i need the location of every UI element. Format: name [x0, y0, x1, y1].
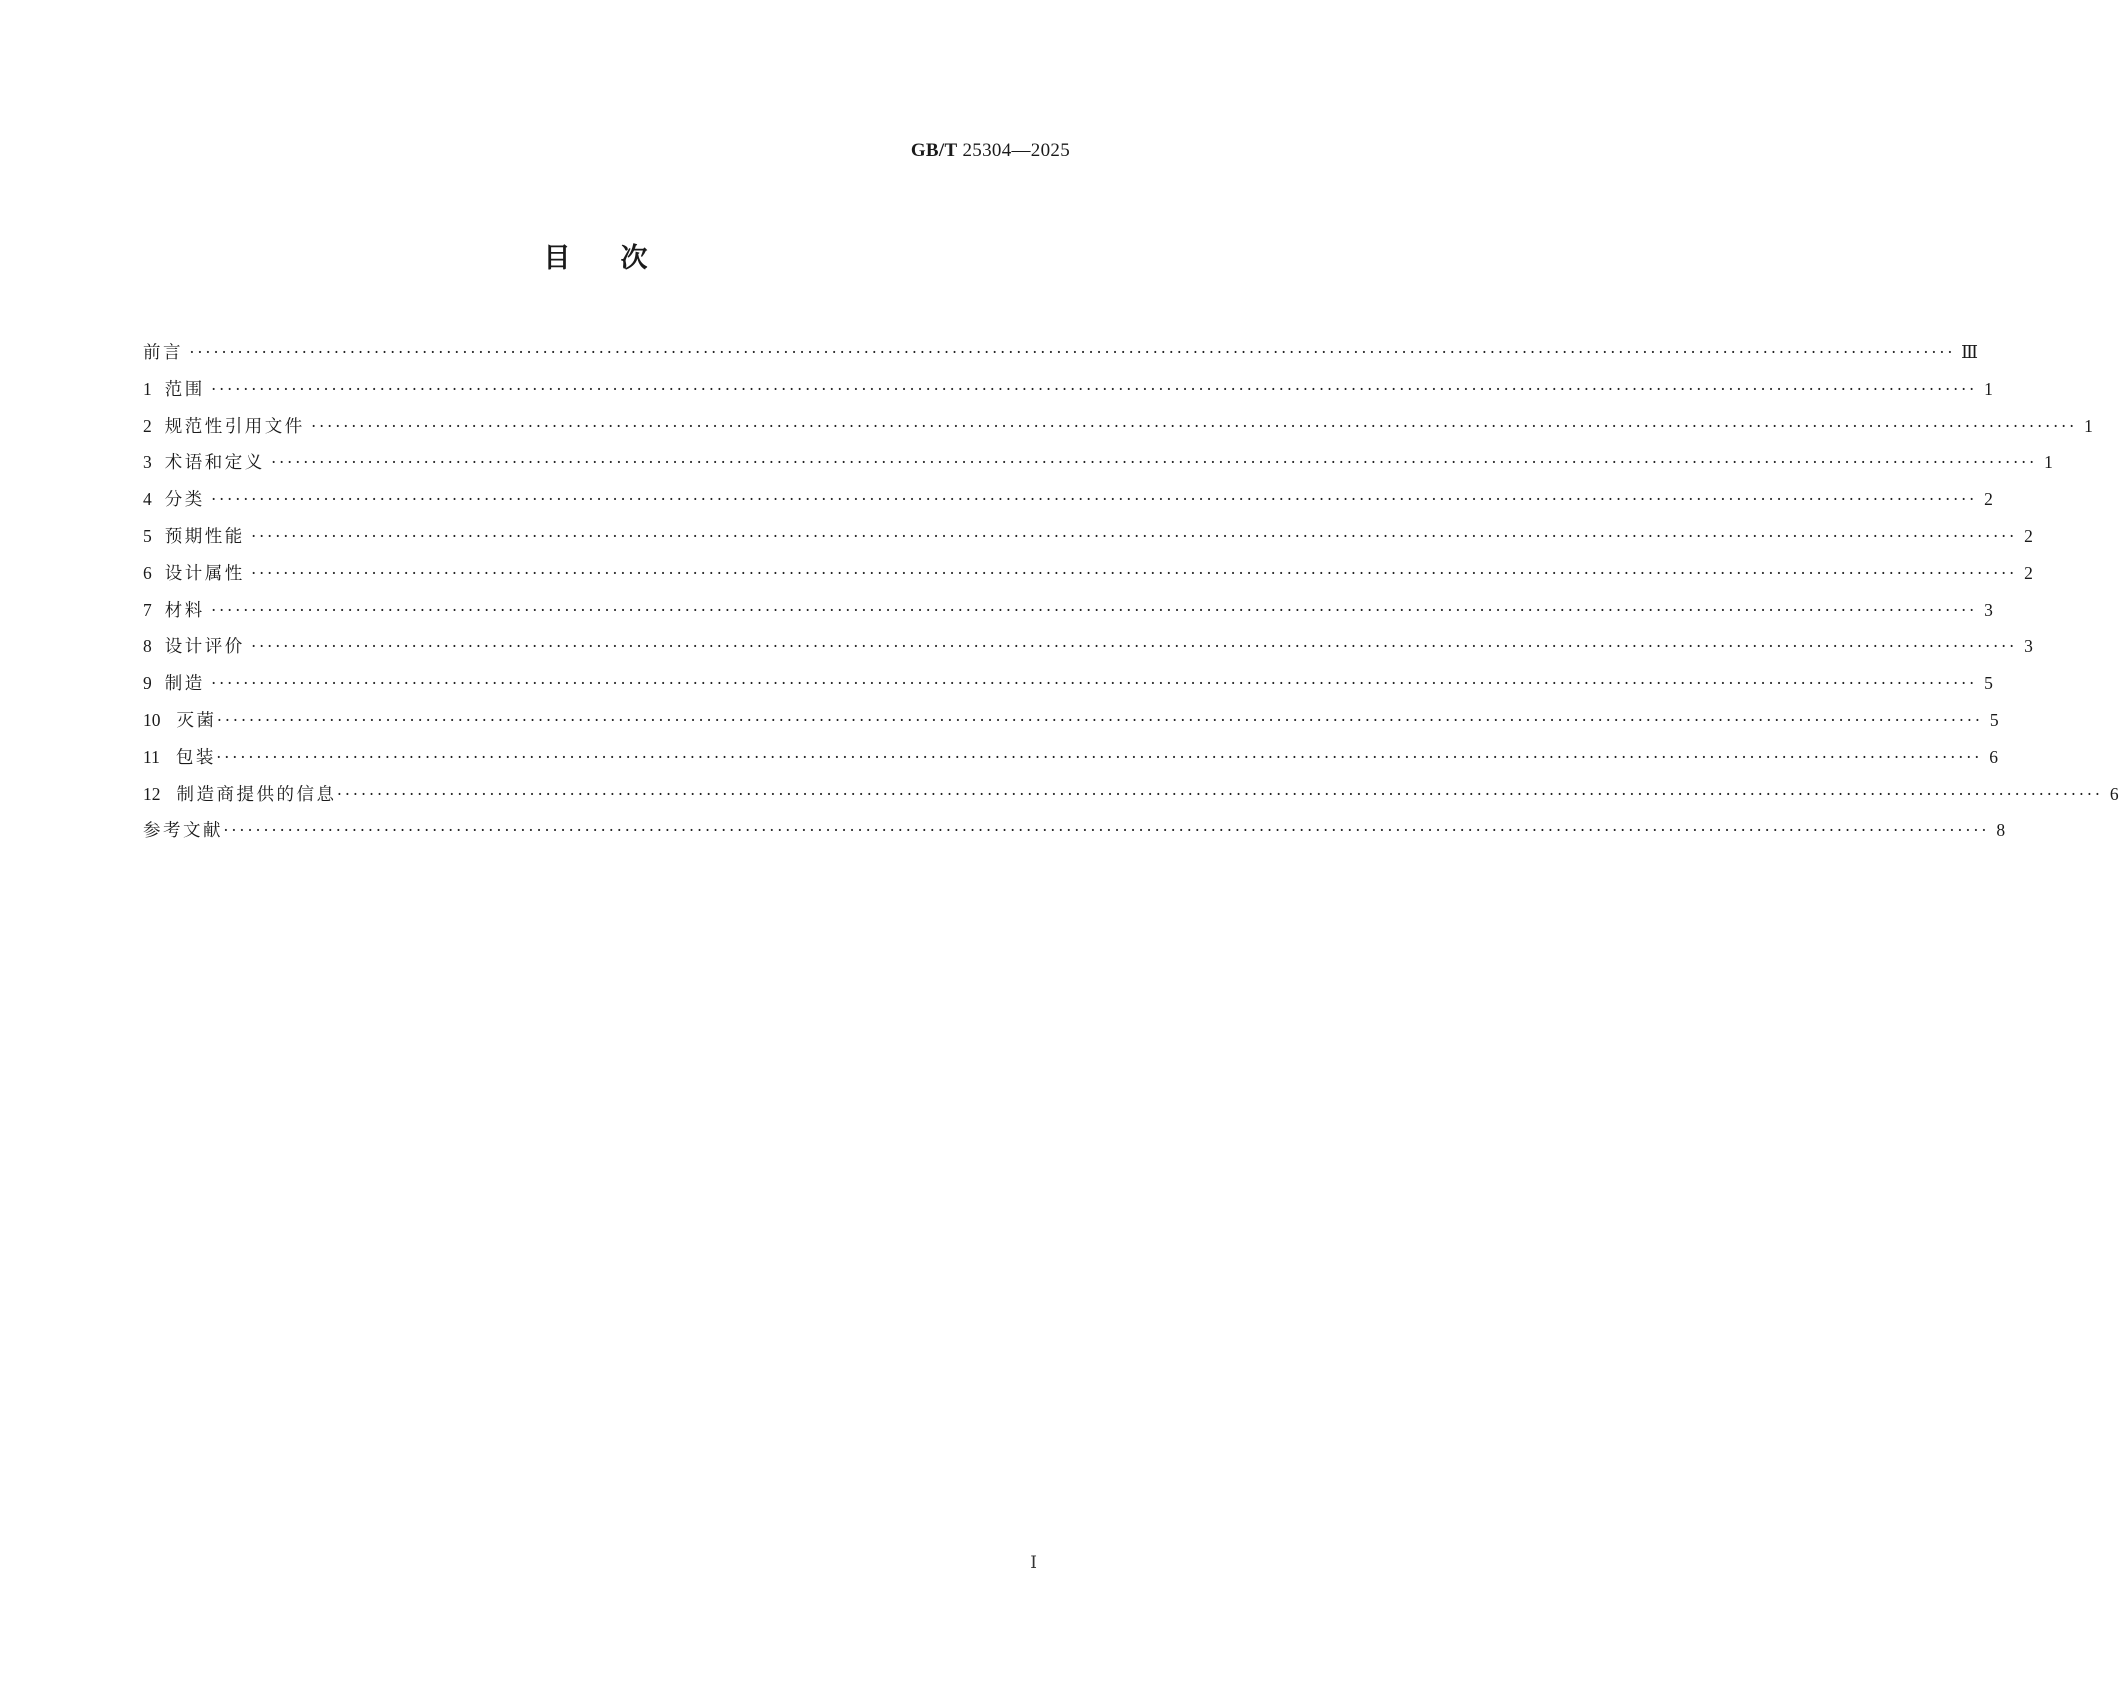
page-title: 目次 [543, 243, 698, 274]
toc-entry-8[interactable] [143, 634, 2033, 671]
toc-entry-title: 设计评价 [164, 637, 245, 658]
toc-entry-1[interactable] [143, 377, 1993, 414]
dot-leader: ···························································································································································································································· [189, 342, 1956, 362]
toc-entry-9[interactable] [143, 671, 1993, 708]
toc-entry-6[interactable] [143, 561, 2033, 598]
dot-leader: ···························································································································································································································· [216, 709, 1983, 730]
toc-entry-page: 1 [1984, 378, 1993, 399]
table-of-contents [143, 340, 2119, 855]
dot-leader: ···························································································································································································································· [310, 415, 2077, 436]
standard-prefix: GB/T [910, 140, 958, 161]
toc-entry-page: 2 [1984, 489, 1993, 510]
toc-entry-page: 3 [2024, 636, 2033, 657]
toc-entry-page: 8 [1996, 820, 2006, 841]
toc-entry-number: 8 [143, 636, 152, 657]
toc-entry-4[interactable] [143, 487, 1993, 524]
toc-entry-page: 6 [2109, 783, 2119, 804]
toc-entry-number: 12 [143, 783, 161, 804]
toc-entry-bibliography[interactable] [143, 818, 2006, 855]
dot-leader: ···························································································································································································································· [336, 783, 2103, 804]
toc-entry-number: 2 [143, 415, 152, 436]
toc-entry-title: 灭菌 [176, 710, 217, 731]
page-number: Ⅰ [1030, 1553, 1037, 1572]
toc-entry-number: 7 [143, 599, 152, 620]
toc-entry-title: 规范性引用文件 [164, 416, 305, 437]
toc-entry-title: 分类 [164, 490, 205, 511]
toc-entry-11[interactable] [143, 745, 1998, 782]
toc-entry-page: 5 [1989, 709, 1999, 730]
standard-code [911, 140, 1070, 162]
toc-entry-title: 术语和定义 [164, 453, 265, 474]
toc-entry-number: 9 [143, 673, 152, 694]
toc-entry-2[interactable] [143, 414, 2093, 451]
toc-entry-title: 包装 [175, 747, 216, 768]
dot-leader: ···························································································································································································································· [210, 673, 1977, 694]
toc-entry-3[interactable] [143, 450, 2053, 487]
dot-leader: ···························································································································································································································· [250, 636, 2017, 657]
toc-entry-page: 2 [2024, 562, 2033, 583]
toc-entry-title: 参考文献 [143, 821, 223, 842]
toc-entry-title: 设计属性 [164, 563, 245, 584]
toc-entry-12[interactable] [143, 782, 2119, 819]
toc-entry-page: 6 [1989, 746, 1998, 767]
toc-entry-page: 1 [2044, 452, 2053, 473]
toc-entry-page: 3 [1984, 599, 1993, 620]
toc-entry-title: 制造 [164, 674, 205, 695]
toc-entry-number: 3 [143, 452, 152, 473]
toc-entry-number: 4 [143, 489, 152, 510]
dot-leader: ···························································································································································································································· [223, 820, 1990, 841]
toc-entry-page: 2 [2024, 525, 2033, 546]
toc-entry-title: 材料 [164, 600, 205, 621]
toc-entry-title: 制造商提供的信息 [176, 784, 337, 805]
toc-entry-foreword[interactable] [143, 340, 1978, 377]
toc-entry-page: Ⅲ [1961, 342, 1978, 362]
toc-entry-title: 前言 [143, 343, 183, 363]
standard-number: 25304—2025 [962, 140, 1070, 161]
toc-entry-page: 5 [1984, 673, 1993, 694]
toc-entry-number: 5 [143, 525, 152, 546]
toc-entry-number: 11 [143, 746, 160, 767]
dot-leader: ···························································································································································································································· [210, 599, 1977, 620]
dot-leader: ···························································································································································································································· [210, 489, 1977, 510]
dot-leader: ···························································································································································································································· [215, 746, 1982, 767]
dot-leader: ···························································································································································································································· [210, 378, 1977, 399]
toc-entry-number: 10 [143, 709, 161, 730]
dot-leader: ···························································································································································································································· [270, 452, 2037, 473]
toc-entry-7[interactable] [143, 598, 1993, 635]
dot-leader: ···························································································································································································································· [250, 562, 2017, 583]
toc-entry-page: 1 [2084, 415, 2093, 436]
toc-entry-5[interactable] [143, 524, 2033, 561]
toc-entry-title: 预期性能 [164, 526, 245, 547]
toc-entry-number: 1 [143, 378, 152, 399]
toc-entry-number: 6 [143, 562, 152, 583]
toc-entry-10[interactable] [143, 708, 1999, 745]
toc-entry-title: 范围 [164, 379, 205, 400]
dot-leader: ···························································································································································································································· [250, 525, 2017, 546]
